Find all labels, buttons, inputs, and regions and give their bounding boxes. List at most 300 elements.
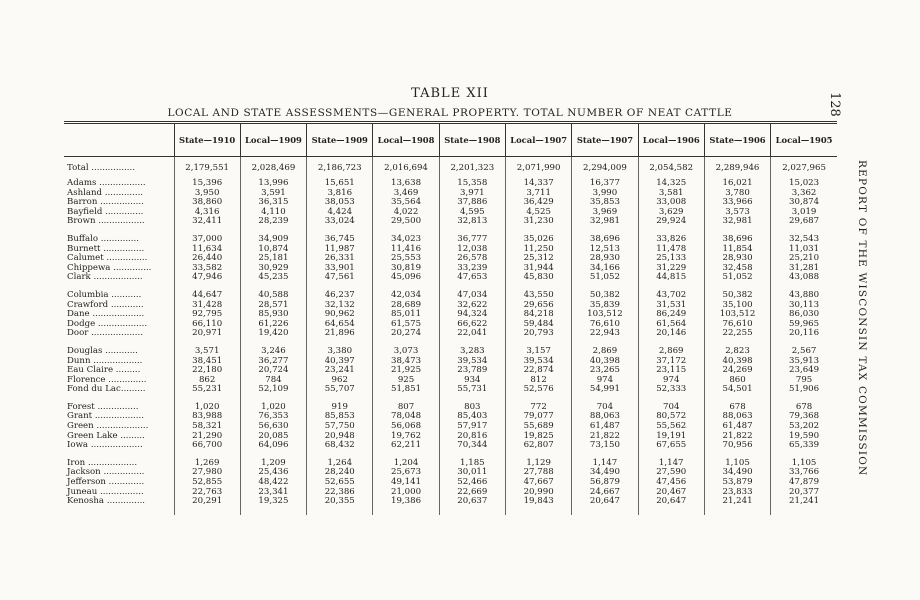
cattle-count: 795 bbox=[771, 376, 837, 386]
cattle-count: 53,202 bbox=[771, 422, 837, 432]
cattle-count: 20,990 bbox=[505, 488, 571, 498]
cattle-count: 2,869 bbox=[572, 347, 638, 357]
cattle-count: 2,869 bbox=[638, 347, 704, 357]
cattle-count: 40,588 bbox=[240, 291, 306, 301]
cattle-count: 20,116 bbox=[771, 329, 837, 339]
cattle-count: 39,534 bbox=[505, 357, 571, 367]
cattle-count: 88,063 bbox=[704, 412, 770, 422]
county-name: Clark .................. bbox=[67, 272, 143, 283]
cattle-count: 19,590 bbox=[771, 432, 837, 442]
table-row bbox=[64, 310, 837, 320]
table-row bbox=[64, 488, 837, 498]
cattle-count: 43,702 bbox=[638, 291, 704, 301]
cattle-count: 1,204 bbox=[373, 459, 439, 469]
cattle-count: 22,386 bbox=[307, 488, 373, 498]
cattle-count: 24,269 bbox=[704, 366, 770, 376]
cattle-count: 1,129 bbox=[505, 459, 571, 469]
county-name: Green ................... bbox=[67, 421, 149, 432]
cattle-count: 40,397 bbox=[307, 357, 373, 367]
county-name: Florence .............. bbox=[67, 374, 147, 385]
column-header: Local—1909 bbox=[240, 123, 306, 157]
cattle-count: 3,573 bbox=[704, 208, 770, 218]
cattle-count: 47,879 bbox=[771, 478, 837, 488]
county-name: Door ................... bbox=[67, 328, 143, 339]
cattle-count: 22,255 bbox=[704, 329, 770, 339]
cattle-count: 20,948 bbox=[307, 432, 373, 442]
cattle-count: 27,590 bbox=[638, 468, 704, 478]
cattle-count: 25,553 bbox=[373, 254, 439, 264]
cattle-count: 78,048 bbox=[373, 412, 439, 422]
table-row bbox=[64, 179, 837, 189]
cattle-count: 50,382 bbox=[572, 291, 638, 301]
cattle-count: 678 bbox=[771, 403, 837, 413]
cattle-count: 934 bbox=[439, 376, 505, 386]
cattle-count: 3,073 bbox=[373, 347, 439, 357]
cattle-count: 47,561 bbox=[307, 273, 373, 283]
table-row bbox=[64, 291, 837, 301]
county-name: Adams ................. bbox=[67, 178, 146, 188]
cattle-count: 38,696 bbox=[572, 235, 638, 245]
cattle-count: 31,229 bbox=[638, 264, 704, 274]
cattle-count: 29,924 bbox=[638, 217, 704, 227]
column-header: State—1910 bbox=[174, 123, 240, 157]
cattle-count: 38,451 bbox=[174, 357, 240, 367]
cattle-count: 52,576 bbox=[505, 385, 571, 395]
cattle-count: 20,291 bbox=[174, 497, 240, 507]
table-row bbox=[64, 459, 837, 469]
cattle-count: 15,358 bbox=[439, 179, 505, 189]
cattle-count: 24,667 bbox=[572, 488, 638, 498]
cattle-count: 31,944 bbox=[505, 264, 571, 274]
cattle-count: 22,874 bbox=[505, 366, 571, 376]
cattle-count: 2,567 bbox=[771, 347, 837, 357]
cattle-count: 34,490 bbox=[704, 468, 770, 478]
cattle-count: 46,237 bbox=[307, 291, 373, 301]
cattle-count: 2,054,582 bbox=[638, 161, 704, 175]
county-name: Dane ................... bbox=[67, 309, 145, 320]
cattle-count: 1,147 bbox=[572, 459, 638, 469]
cattle-count: 45,096 bbox=[373, 273, 439, 283]
cattle-count: 47,946 bbox=[174, 273, 240, 283]
cattle-count: 2,028,469 bbox=[240, 161, 306, 175]
cattle-count: 76,610 bbox=[704, 320, 770, 330]
cattle-count: 33,024 bbox=[307, 217, 373, 227]
cattle-count: 21,290 bbox=[174, 432, 240, 442]
cattle-count: 22,943 bbox=[572, 329, 638, 339]
county-name: Columbia ........... bbox=[67, 289, 142, 300]
cattle-count: 27,788 bbox=[505, 468, 571, 478]
cattle-count: 27,980 bbox=[174, 468, 240, 478]
cattle-count: 20,637 bbox=[439, 497, 505, 507]
cattle-count: 2,294,009 bbox=[572, 161, 638, 175]
cattle-count: 35,853 bbox=[572, 198, 638, 208]
cattle-count: 3,591 bbox=[240, 189, 306, 199]
cattle-count: 19,191 bbox=[638, 432, 704, 442]
cattle-count: 53,879 bbox=[704, 478, 770, 488]
cattle-count: 862 bbox=[174, 376, 240, 386]
cattle-count: 3,571 bbox=[174, 347, 240, 357]
cattle-count: 20,647 bbox=[572, 497, 638, 507]
cattle-count: 3,157 bbox=[505, 347, 571, 357]
cattle-count: 52,855 bbox=[174, 478, 240, 488]
cattle-count: 66,622 bbox=[439, 320, 505, 330]
cattle-count: 3,990 bbox=[572, 189, 638, 199]
column-header: Local—1908 bbox=[373, 123, 439, 157]
cattle-count: 64,654 bbox=[307, 320, 373, 330]
cattle-count: 784 bbox=[240, 376, 306, 386]
cattle-count: 52,333 bbox=[638, 385, 704, 395]
cattle-count: 43,880 bbox=[771, 291, 837, 301]
cattle-count: 51,851 bbox=[373, 385, 439, 395]
cattle-count: 29,687 bbox=[771, 217, 837, 227]
cattle-count: 33,966 bbox=[704, 198, 770, 208]
cattle-count: 38,860 bbox=[174, 198, 240, 208]
cattle-count: 36,745 bbox=[307, 235, 373, 245]
cattle-count: 47,653 bbox=[439, 273, 505, 283]
county-name: Douglas ............ bbox=[67, 345, 138, 356]
county-name: Barron ................ bbox=[67, 197, 144, 208]
spacer-row bbox=[64, 451, 837, 459]
cattle-count: 32,132 bbox=[307, 301, 373, 311]
cattle-count: 45,235 bbox=[240, 273, 306, 283]
cattle-count: 32,543 bbox=[771, 235, 837, 245]
cattle-count: 32,458 bbox=[704, 264, 770, 274]
cattle-count: 1,269 bbox=[174, 459, 240, 469]
table-row bbox=[64, 403, 837, 413]
cattle-count: 31,531 bbox=[638, 301, 704, 311]
table-row bbox=[64, 320, 837, 330]
cattle-count: 3,246 bbox=[240, 347, 306, 357]
cattle-count: 40,398 bbox=[704, 357, 770, 367]
table-row bbox=[64, 198, 837, 208]
cattle-count: 35,100 bbox=[704, 301, 770, 311]
cattle-count: 36,315 bbox=[240, 198, 306, 208]
cattle-count: 61,575 bbox=[373, 320, 439, 330]
cattle-count: 30,011 bbox=[439, 468, 505, 478]
cattle-count: 20,816 bbox=[439, 432, 505, 442]
cattle-count: 37,172 bbox=[638, 357, 704, 367]
cattle-count: 3,380 bbox=[307, 347, 373, 357]
county-name: Juneau ................ bbox=[67, 486, 144, 497]
running-head: REPORT OF THE WISCONSIN TAX COMMISSION bbox=[856, 160, 868, 477]
cattle-count: 61,487 bbox=[704, 422, 770, 432]
cattle-count: 47,667 bbox=[505, 478, 571, 488]
spacer-row bbox=[64, 395, 837, 403]
table-subtitle: LOCAL AND STATE ASSESSMENTS—GENERAL PROPERTY. TOTAL NUMBER OF NEAT CATTLE bbox=[167, 107, 733, 119]
cattle-count: 807 bbox=[373, 403, 439, 413]
cattle-count: 3,581 bbox=[638, 189, 704, 199]
cattle-count: 38,696 bbox=[704, 235, 770, 245]
cattle-count: 15,651 bbox=[307, 179, 373, 189]
cattle-count: 30,874 bbox=[771, 198, 837, 208]
cattle-count: 57,750 bbox=[307, 422, 373, 432]
cattle-count: 13,996 bbox=[240, 179, 306, 189]
table-row bbox=[64, 468, 837, 478]
cattle-count: 55,707 bbox=[307, 385, 373, 395]
cattle-count: 70,344 bbox=[439, 441, 505, 451]
cattle-count: 16,377 bbox=[572, 179, 638, 189]
cattle-count: 20,274 bbox=[373, 329, 439, 339]
cattle-count: 3,362 bbox=[771, 189, 837, 199]
cattle-count: 1,147 bbox=[638, 459, 704, 469]
cattle-count: 55,689 bbox=[505, 422, 571, 432]
table-header-row bbox=[64, 123, 837, 157]
cattle-count: 15,396 bbox=[174, 179, 240, 189]
cattle-count: 20,355 bbox=[307, 497, 373, 507]
spacer-row bbox=[64, 227, 837, 235]
cattle-count: 23,341 bbox=[240, 488, 306, 498]
cattle-count: 974 bbox=[572, 376, 638, 386]
cattle-assessment-table bbox=[64, 121, 837, 515]
county-name: Forest ............... bbox=[67, 401, 139, 412]
cattle-count: 47,034 bbox=[439, 291, 505, 301]
table-row bbox=[64, 217, 837, 227]
cattle-count: 26,578 bbox=[439, 254, 505, 264]
table-row bbox=[64, 376, 837, 386]
cattle-count: 14,325 bbox=[638, 179, 704, 189]
cattle-count: 1,020 bbox=[174, 403, 240, 413]
cattle-count: 10,874 bbox=[240, 245, 306, 255]
cattle-count: 103,512 bbox=[704, 310, 770, 320]
cattle-count: 20,647 bbox=[638, 497, 704, 507]
cattle-count: 85,930 bbox=[240, 310, 306, 320]
cattle-count: 92,795 bbox=[174, 310, 240, 320]
table-row bbox=[64, 189, 837, 199]
cattle-count: 35,839 bbox=[572, 301, 638, 311]
cattle-count: 56,068 bbox=[373, 422, 439, 432]
county-name: Ashland .............. bbox=[67, 187, 144, 198]
cattle-count: 83,988 bbox=[174, 412, 240, 422]
cattle-count: 29,500 bbox=[373, 217, 439, 227]
cattle-count: 34,490 bbox=[572, 468, 638, 478]
table-row bbox=[64, 478, 837, 488]
cattle-count: 25,181 bbox=[240, 254, 306, 264]
cattle-count: 29,656 bbox=[505, 301, 571, 311]
table-row bbox=[64, 422, 837, 432]
county-name: Jackson ............... bbox=[67, 467, 145, 478]
cattle-count: 34,023 bbox=[373, 235, 439, 245]
cattle-count: 28,930 bbox=[704, 254, 770, 264]
cattle-count: 4,316 bbox=[174, 208, 240, 218]
cattle-count: 32,411 bbox=[174, 217, 240, 227]
cattle-count: 4,110 bbox=[240, 208, 306, 218]
cattle-count: 52,109 bbox=[240, 385, 306, 395]
cattle-count: 26,440 bbox=[174, 254, 240, 264]
cattle-count: 28,239 bbox=[240, 217, 306, 227]
cattle-count: 4,525 bbox=[505, 208, 571, 218]
table-row bbox=[64, 497, 837, 507]
county-name: Green Lake ......... bbox=[67, 430, 145, 441]
cattle-count: 86,249 bbox=[638, 310, 704, 320]
county-name: Fond du Lac......... bbox=[67, 384, 146, 395]
cattle-count: 20,724 bbox=[240, 366, 306, 376]
cattle-count: 65,339 bbox=[771, 441, 837, 451]
cattle-count: 34,909 bbox=[240, 235, 306, 245]
cattle-count: 26,331 bbox=[307, 254, 373, 264]
cattle-count: 22,041 bbox=[439, 329, 505, 339]
spacer-row bbox=[64, 507, 837, 515]
table-row bbox=[64, 254, 837, 264]
cattle-count: 11,634 bbox=[174, 245, 240, 255]
cattle-count: 33,826 bbox=[638, 235, 704, 245]
cattle-count: 85,403 bbox=[439, 412, 505, 422]
table-row bbox=[64, 432, 837, 442]
cattle-count: 2,179,551 bbox=[174, 161, 240, 175]
cattle-count: 47,456 bbox=[638, 478, 704, 488]
cattle-count: 55,731 bbox=[439, 385, 505, 395]
cattle-count: 35,564 bbox=[373, 198, 439, 208]
cattle-count: 21,822 bbox=[572, 432, 638, 442]
cattle-count: 11,250 bbox=[505, 245, 571, 255]
cattle-count: 21,000 bbox=[373, 488, 439, 498]
cattle-count: 23,241 bbox=[307, 366, 373, 376]
county-name: Calumet ............... bbox=[67, 253, 148, 264]
county-name: Kenosha .............. bbox=[67, 496, 146, 507]
cattle-count: 30,819 bbox=[373, 264, 439, 274]
cattle-count: 704 bbox=[572, 403, 638, 413]
table-row bbox=[64, 412, 837, 422]
cattle-count: 54,991 bbox=[572, 385, 638, 395]
cattle-count: 50,382 bbox=[704, 291, 770, 301]
table-row bbox=[64, 208, 837, 218]
cattle-count: 45,830 bbox=[505, 273, 571, 283]
county-name: Dodge .................. bbox=[67, 318, 148, 329]
cattle-count: 80,572 bbox=[638, 412, 704, 422]
cattle-count: 64,096 bbox=[240, 441, 306, 451]
cattle-count: 73,150 bbox=[572, 441, 638, 451]
county-name: Bayfield .............. bbox=[67, 206, 144, 217]
cattle-count: 15,023 bbox=[771, 179, 837, 189]
cattle-count: 23,115 bbox=[638, 366, 704, 376]
county-name: Dunn .................. bbox=[67, 355, 143, 366]
cattle-count: 4,424 bbox=[307, 208, 373, 218]
county-name: Burnett ............... bbox=[67, 243, 145, 254]
column-header: State—1907 bbox=[572, 123, 638, 157]
cattle-count: 84,218 bbox=[505, 310, 571, 320]
cattle-count: 33,901 bbox=[307, 264, 373, 274]
cattle-count: 58,321 bbox=[174, 422, 240, 432]
county-name: Jefferson ............. bbox=[67, 477, 145, 488]
cattle-count: 21,925 bbox=[373, 366, 439, 376]
cattle-count: 11,987 bbox=[307, 245, 373, 255]
cattle-count: 1,264 bbox=[307, 459, 373, 469]
cattle-count: 76,353 bbox=[240, 412, 306, 422]
cattle-count: 3,780 bbox=[704, 189, 770, 199]
cattle-count: 19,825 bbox=[505, 432, 571, 442]
cattle-count: 2,071,990 bbox=[505, 161, 571, 175]
cattle-count: 52,466 bbox=[439, 478, 505, 488]
cattle-count: 20,971 bbox=[174, 329, 240, 339]
cattle-count: 2,027,965 bbox=[771, 161, 837, 175]
cattle-count: 79,368 bbox=[771, 412, 837, 422]
cattle-count: 3,019 bbox=[771, 208, 837, 218]
cattle-count: 14,337 bbox=[505, 179, 571, 189]
cattle-count: 68,432 bbox=[307, 441, 373, 451]
cattle-count: 19,420 bbox=[240, 329, 306, 339]
column-header: Local—1905 bbox=[771, 123, 837, 157]
table-row bbox=[64, 329, 837, 339]
cattle-count: 76,610 bbox=[572, 320, 638, 330]
cattle-count: 57,917 bbox=[439, 422, 505, 432]
table-row bbox=[64, 235, 837, 245]
cattle-count: 30,113 bbox=[771, 301, 837, 311]
cattle-count: 812 bbox=[505, 376, 571, 386]
cattle-count: 860 bbox=[704, 376, 770, 386]
cattle-count: 61,487 bbox=[572, 422, 638, 432]
table-row bbox=[64, 347, 837, 357]
cattle-count: 44,647 bbox=[174, 291, 240, 301]
county-name: Total ................ bbox=[67, 163, 136, 173]
cattle-count: 22,180 bbox=[174, 366, 240, 376]
cattle-count: 28,571 bbox=[240, 301, 306, 311]
cattle-count: 11,031 bbox=[771, 245, 837, 255]
cattle-count: 103,512 bbox=[572, 310, 638, 320]
cattle-count: 38,473 bbox=[373, 357, 439, 367]
cattle-count: 62,807 bbox=[505, 441, 571, 451]
cattle-count: 20,467 bbox=[638, 488, 704, 498]
cattle-count: 30,929 bbox=[240, 264, 306, 274]
cattle-count: 28,930 bbox=[572, 254, 638, 264]
cattle-count: 3,971 bbox=[439, 189, 505, 199]
cattle-count: 20,377 bbox=[771, 488, 837, 498]
cattle-count: 4,595 bbox=[439, 208, 505, 218]
cattle-count: 31,428 bbox=[174, 301, 240, 311]
cattle-count: 19,762 bbox=[373, 432, 439, 442]
cattle-count: 803 bbox=[439, 403, 505, 413]
cattle-count: 67,655 bbox=[638, 441, 704, 451]
cattle-count: 36,777 bbox=[439, 235, 505, 245]
cattle-count: 25,436 bbox=[240, 468, 306, 478]
cattle-count: 3,816 bbox=[307, 189, 373, 199]
spacer-row bbox=[64, 339, 837, 347]
cattle-count: 11,854 bbox=[704, 245, 770, 255]
column-header: Local—1906 bbox=[638, 123, 704, 157]
cattle-count: 21,822 bbox=[704, 432, 770, 442]
cattle-count: 3,969 bbox=[572, 208, 638, 218]
cattle-count: 51,052 bbox=[704, 273, 770, 283]
cattle-count: 54,501 bbox=[704, 385, 770, 395]
cattle-count: 55,562 bbox=[638, 422, 704, 432]
cattle-count: 37,000 bbox=[174, 235, 240, 245]
cattle-count: 974 bbox=[638, 376, 704, 386]
cattle-count: 55,231 bbox=[174, 385, 240, 395]
cattle-count: 1,105 bbox=[704, 459, 770, 469]
county-name: Crawford ............ bbox=[67, 299, 144, 310]
cattle-count: 51,906 bbox=[771, 385, 837, 395]
cattle-count: 61,564 bbox=[638, 320, 704, 330]
table-row bbox=[64, 264, 837, 274]
cattle-count: 962 bbox=[307, 376, 373, 386]
cattle-count: 2,201,323 bbox=[439, 161, 505, 175]
cattle-count: 33,582 bbox=[174, 264, 240, 274]
cattle-count: 36,277 bbox=[240, 357, 306, 367]
cattle-count: 25,133 bbox=[638, 254, 704, 264]
cattle-count: 11,416 bbox=[373, 245, 439, 255]
cattle-count: 66,700 bbox=[174, 441, 240, 451]
cattle-count: 12,038 bbox=[439, 245, 505, 255]
county-column-header bbox=[64, 123, 174, 157]
cattle-count: 62,211 bbox=[373, 441, 439, 451]
cattle-count: 35,026 bbox=[505, 235, 571, 245]
cattle-count: 19,843 bbox=[505, 497, 571, 507]
cattle-count: 2,823 bbox=[704, 347, 770, 357]
cattle-count: 32,813 bbox=[439, 217, 505, 227]
cattle-count: 40,398 bbox=[572, 357, 638, 367]
column-header: State—1908 bbox=[439, 123, 505, 157]
table-row bbox=[64, 245, 837, 255]
cattle-count: 25,210 bbox=[771, 254, 837, 264]
county-name: Brown ................. bbox=[67, 216, 145, 227]
